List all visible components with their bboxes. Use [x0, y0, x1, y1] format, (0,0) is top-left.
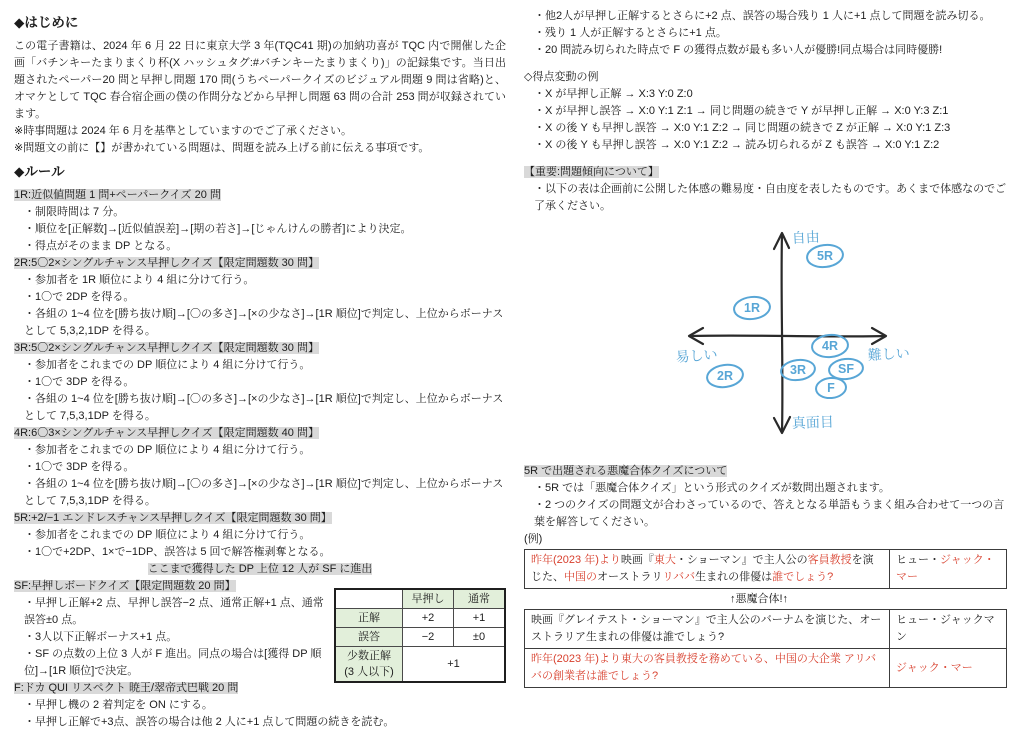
left-column — [14, 8, 506, 731]
combined-question-cell: 昨年(2023 年)より映画『東大・ショーマン』で主人公の客員教授を演じた、中国のオーストラリリババ生まれの俳優は誰でしょう? — [525, 550, 890, 589]
example-label: (例) — [524, 533, 543, 545]
rule-bullet: ・残り 1 人が正解するとさらに+1 点。 — [534, 27, 727, 39]
scoring-example: ・X の後 Y も早押し誤答 → X:0 Y:1 Z:2 → 読み切られるが Z も誤答 → X:0 Y:1 Z:2 — [534, 139, 940, 151]
tendency-heading: 【重要:問題傾向について】 — [524, 166, 659, 178]
axis-label-bottom: 真面目 — [791, 413, 835, 431]
sf-advance-note: ここまで獲得した DP 上位 12 人が SF に進出 — [147, 563, 373, 575]
section-title-2r: 2R:5〇2×シングルチャンス早押しクイズ【限定問題数 30 問】 — [14, 257, 319, 269]
section-title-3r: 3R:5〇2×シングルチャンス早押しクイズ【限定問題数 30 問】 — [14, 342, 319, 354]
source-answer-1: ヒュー・ジャックマン — [890, 610, 1007, 649]
vertical-axis — [782, 234, 783, 432]
rule-bullet: ・参加者をこれまでの DP 順位により 4 組に分けて行う。 — [24, 444, 311, 456]
row-header-correct: 正解 — [335, 609, 403, 628]
diagram-point-2r — [706, 363, 745, 390]
rule-bullet: ・1〇で 2DP を得る。 — [24, 291, 135, 303]
scoring-examples-heading: ◇得点変動の例 — [524, 71, 599, 83]
difficulty-freedom-diagram — [524, 217, 1012, 461]
source-question-1: 映画『グレイテスト・ショーマン』で主人公のバーナムを演じた、オーストラリア生まれの俳優は誰でしょう? — [525, 610, 890, 649]
section-title-1r: 1R:近似値問題 1 問+ペーパークイズ 20 問 — [14, 189, 221, 201]
axis-label-right: 難しい — [867, 344, 911, 363]
col-header-fast: 早押し — [403, 589, 454, 609]
cell-correct-fast: +2 — [403, 609, 454, 628]
diagram-point-3r — [780, 358, 816, 382]
svg-text:F: F — [827, 381, 835, 395]
source-questions-table — [524, 609, 1007, 688]
rule-bullet: ・早押し機の 2 着判定を ON にする。 — [24, 699, 213, 711]
rule-bullet: ・早押し正解で+3点、誤答の場合は他 2 人に+1 点して問題の続きを読む。 — [24, 716, 395, 728]
gattai-arrow-note: ↑悪魔合体!↑ — [729, 593, 789, 605]
rule-bullet: ・制限時間は 7 分。 — [24, 206, 125, 218]
rule-bullet: ・参加者を 1R 順位により 4 組に分けて行う。 — [24, 274, 255, 286]
row-header-wrong: 誤答 — [335, 628, 403, 647]
combined-question-table — [524, 549, 1007, 589]
rule-bullet: ・参加者をこれまでの DP 順位により 4 組に分けて行う。 — [24, 359, 311, 371]
rule-bullet: ・各組の 1~4 位を[勝ち抜け順]→[〇の多さ]→[×の少なさ]→[1R 順位]で判定し、上位からボーナスとして 7,5,3,1DP を得る。 — [24, 478, 504, 507]
rule-bullet: ・参加者をこれまでの DP 順位により 4 組に分けて行う。 — [24, 529, 311, 541]
rule-bullet: ・3人以下正解ボーナス+1 点。 — [24, 631, 178, 643]
cell-correct-normal: +1 — [454, 609, 506, 628]
gattai-heading: 5R で出題される悪魔合体クイズについて — [524, 465, 728, 477]
rule-bullet: ・早押し正解+2 点、早押し誤答−2 点、通常正解+1 点、通常誤答±0 点。 — [24, 597, 324, 626]
intro-note-1: ※時事問題は 2024 年 6 月を基準としていますのでご了承ください。 — [14, 125, 353, 137]
right-column — [524, 8, 1012, 689]
section-title-sf: SF:早押しボードクイズ【限定問題数 20 問】 — [14, 580, 236, 592]
rules-heading: ◆ルール — [14, 164, 65, 179]
scoring-example: ・X の後 Y も早押し誤答 → X:0 Y:1 Z:2 → 同じ問題の続きで Z が正解 → X:0 Y:1 Z:3 — [534, 122, 951, 134]
diagram-point-1r — [733, 295, 771, 321]
source-answer-2: ジャック・マー — [890, 649, 1007, 688]
tendency-bullet: ・以下の表は企画前に公開した体感の難易度・自由度を表したものです。あくまで体感なのでご了承ください。 — [534, 183, 1007, 212]
rule-bullet: ・他2人が早押し正解するとさらに+2 点、誤答の場合残り 1 人に+1 点して問題を読み切る。 — [534, 10, 991, 22]
diagram-point-5r — [806, 243, 844, 269]
axis-label-top: 自由 — [791, 228, 821, 246]
svg-text:2R: 2R — [717, 369, 733, 383]
sf-f-block — [14, 578, 506, 731]
intro-note-2: ※問題文の前に【】が書かれている問題は、問題を読み上げる前に伝える事項です。 — [14, 142, 430, 154]
rule-bullet: ・1〇で 3DP を得る。 — [24, 376, 135, 388]
section-title-4r: 4R:6〇3×シングルチャンス早押しクイズ【限定問題数 40 問】 — [14, 427, 319, 439]
svg-text:1R: 1R — [744, 301, 760, 315]
rule-bullet: ・20 問読み切られた時点で F の獲得点数が最も多い人が優勝!同点場合は同時優勝! — [534, 44, 943, 56]
horizontal-axis — [690, 336, 885, 337]
source-question-2: 昨年(2023 年)より東大の客員教授を務めている、中国の大企業 アリババの創業者は誰でしょう? — [525, 649, 890, 688]
intro-heading: ◆はじめに — [14, 15, 79, 30]
section-title-f: F:ドカ QUI リスペクト 暁王/翠帝式巴戦 20 問 — [14, 682, 239, 694]
axis-label-left: 易しい — [675, 346, 719, 365]
rule-bullet: ・各組の 1~4 位を[勝ち抜け順]→[〇の多さ]→[×の少なさ]→[1R 順位]で判定し、上位からボーナスとして 7,5,3,1DP を得る。 — [24, 393, 504, 422]
rule-bullet: ・5R では「悪魔合体クイズ」という形式のクイズが数問出題されます。 — [534, 482, 890, 494]
scoring-example: ・X が早押し誤答 → X:0 Y:1 Z:1 → 同じ問題の続きで Y が早押し正解 → X:0 Y:3 Z:1 — [534, 105, 949, 117]
rule-bullet: ・各組の 1~4 位を[勝ち抜け順]→[〇の多さ]→[×の少なさ]→[1R 順位]で判定し、上位からボーナスとして 5,3,2,1DP を得る。 — [24, 308, 504, 337]
scoring-example: ・X が早押し正解 → X:3 Y:0 Z:0 — [534, 88, 693, 100]
sf-score-table — [334, 588, 506, 683]
svg-text:3R: 3R — [790, 363, 806, 377]
section-title-5r: 5R:+2/−1 エンドレスチャンス早押しクイズ【限定問題数 30 問】 — [14, 512, 332, 524]
svg-text:5R: 5R — [817, 249, 833, 263]
table-row — [525, 610, 1007, 649]
diagram-point-f — [815, 377, 847, 400]
intro-paragraph: この電子書籍は、2024 年 6 月 22 日に東京大学 3 年(TQC41 期)の加納功喜が TQC 内で開催した企画「バチンキーたまりまくり杯(X ハッシュタグ:#バチンキーたまりまくり)」の記録集です。当日出題されたペーパー20 問と早押し問題 170 問(うちペーパークイズのビジュアル問題 9 問は省略)と、オマケとして TQC 春合宿企画の僕の作問分などから早押し問題 63 問の合計 253 問が収録されています。 — [14, 40, 506, 120]
cell-minority-value: +1 — [403, 647, 506, 683]
svg-text:4R: 4R — [822, 339, 838, 353]
svg-text:SF: SF — [838, 362, 854, 376]
cell-wrong-normal: ±0 — [454, 628, 506, 647]
rule-bullet: ・1〇で+2DP、1×で−1DP、誤答は 5 回で解答権剥奪となる。 — [24, 546, 331, 558]
combined-answer-cell: ヒュー・ジャック・マー — [890, 550, 1007, 589]
table-row — [525, 649, 1007, 688]
rule-bullet: ・得点がそのまま DP となる。 — [24, 240, 178, 252]
rule-bullet: ・順位を[正解数]→[近似値誤差]→[期の若さ]→[じゃんけんの勝者]により決定。 — [24, 223, 412, 235]
table-corner-cell — [335, 589, 403, 609]
col-header-normal: 通常 — [454, 589, 506, 609]
rule-bullet: ・2 つのクイズの問題文が合わさっているので、答えとなる単語もうまく組み合わせて一つの言葉を解答してください。 — [534, 499, 1005, 528]
rule-bullet: ・SF の点数の上位 3 人が F 進出。同点の場合は[獲得 DP 順位]→[1R 順位]で決定。 — [24, 648, 322, 677]
cell-wrong-fast: −2 — [403, 628, 454, 647]
row-header-minority: 少数正解 (3 人以下) — [335, 647, 403, 683]
rule-bullet: ・1〇で 3DP を得る。 — [24, 461, 135, 473]
